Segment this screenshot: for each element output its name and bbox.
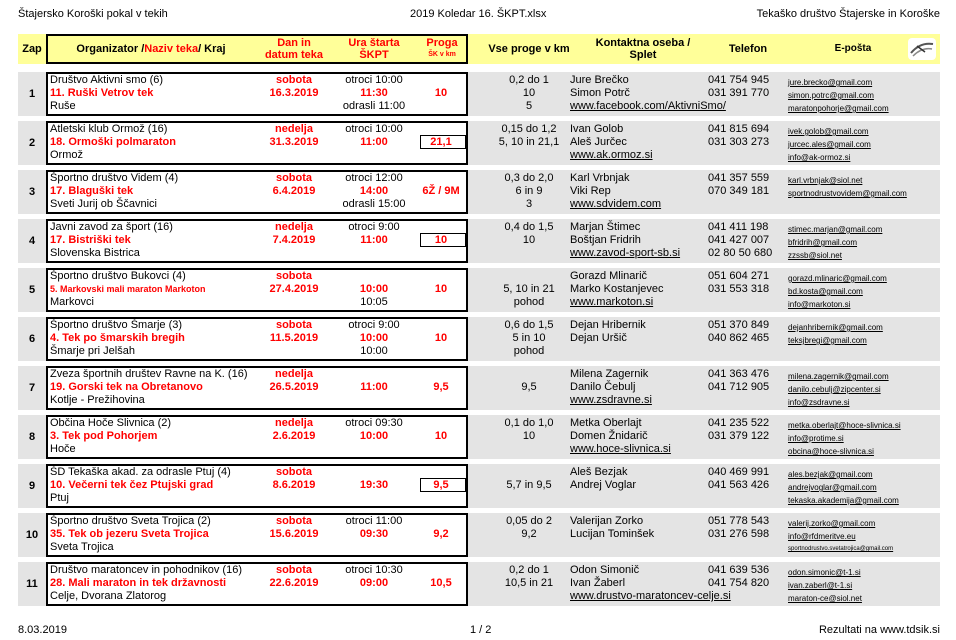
- email-link[interactable]: teksjbregi@gmail.com: [788, 336, 867, 345]
- distance: 9,5: [433, 479, 449, 491]
- organizer: Športno društvo Šmarje (3): [50, 319, 183, 331]
- organizer: Občina Hoče Slivnica (2): [50, 417, 172, 429]
- email-link[interactable]: karl.vrbnjak@siol.net: [788, 176, 863, 185]
- col-email: E-pošta: [834, 43, 872, 54]
- start-kids: otroci 9:00: [348, 221, 400, 233]
- contact-person: Aleš Jurčec: [570, 136, 627, 148]
- all-distances: 5: [525, 100, 533, 112]
- col-start-a: Ura štarta: [348, 37, 400, 49]
- start-kids: otroci 09:30: [345, 417, 403, 429]
- row-number: 1: [28, 88, 36, 100]
- event-date: 6.4.2019: [272, 185, 316, 197]
- logo-icon: [908, 38, 936, 60]
- email-link[interactable]: jurcec.ales@gmail.com: [788, 140, 871, 149]
- all-distances: pohod: [513, 345, 545, 357]
- contact-person: Gorazd Mlinarič: [570, 270, 648, 282]
- contact-person: Dejan Uršič: [570, 332, 627, 344]
- event-day: sobota: [275, 515, 313, 527]
- organizer: ŠD Tekaška akad. za odrasle Ptuj (4): [50, 466, 231, 478]
- website-link[interactable]: www.hoce-slivnica.si: [570, 443, 671, 455]
- email-link[interactable]: info@ak-ormoz.si: [788, 153, 851, 162]
- email-link[interactable]: gorazd.mlinaric@gmail.com: [788, 274, 887, 283]
- email-link[interactable]: bd.kosta@gmail.com: [788, 287, 863, 296]
- event-day: sobota: [275, 270, 313, 282]
- email-link[interactable]: dejanhribernik@gmail.com: [788, 323, 883, 332]
- distance: 9,5: [433, 381, 449, 393]
- event-name: 11. Ruški Vetrov tek: [50, 87, 154, 99]
- contact-person: Domen Žnidarič: [570, 430, 648, 442]
- event-date: 2.6.2019: [272, 430, 316, 442]
- contact-person: Andrej Voglar: [570, 479, 637, 491]
- phone-number: 041 427 007: [708, 234, 770, 246]
- phone-number: 041 411 198: [708, 221, 769, 233]
- email-link[interactable]: ivek.golob@gmail.com: [788, 127, 869, 136]
- start-kids: otroci 12:00: [345, 172, 403, 184]
- all-distances: 0,2 do 1: [509, 564, 549, 576]
- email-link[interactable]: ivan.zaberl@t-1.si: [788, 581, 853, 590]
- col-prog: [416, 34, 468, 64]
- event-name: 18. Ormoški polmaraton: [50, 136, 176, 148]
- start-main: 11:00: [360, 234, 388, 246]
- phone-number: 041 754 945: [708, 74, 770, 86]
- event-name: 10. Večerni tek čez Ptujski grad: [50, 479, 214, 491]
- event-name: 5. Markovski mali maraton Markoton: [50, 284, 206, 294]
- event-name: 17. Bistriški tek: [50, 234, 131, 246]
- phone-number: 051 370 849: [708, 319, 770, 331]
- table-row: [18, 72, 940, 116]
- all-distances: 5, 10 in 21: [503, 283, 555, 295]
- row-number: 4: [28, 235, 36, 247]
- start-main: 19:30: [359, 479, 389, 491]
- phone-number: 031 391 770: [708, 87, 770, 99]
- email-link[interactable]: danilo.cebulj@zipcenter.si: [788, 385, 881, 394]
- contact-person: Lucijan Tominšek: [570, 528, 655, 540]
- email-link[interactable]: ales.bezjak@gmail.com: [788, 470, 873, 479]
- contact-person: Milena Zagernik: [570, 368, 649, 380]
- location: Šmarje pri Jelšah: [50, 345, 135, 357]
- col-date: [254, 34, 334, 64]
- event-day: sobota: [275, 466, 313, 478]
- event-date: 15.6.2019: [269, 528, 319, 540]
- start-main: 10:00: [359, 430, 389, 442]
- table-row: [18, 562, 940, 606]
- phone-number: 031 553 318: [708, 283, 770, 295]
- col-prog-b: ŠK v km: [428, 51, 456, 58]
- event-date: 8.6.2019: [272, 479, 316, 491]
- email-link[interactable]: simon.potrc@gmail.com: [788, 91, 874, 100]
- event-day: nedelja: [275, 123, 313, 135]
- phone-number: 031 379 122: [708, 430, 770, 442]
- col-organizer-a: Organizator /: [76, 43, 145, 55]
- row-number: 3: [28, 186, 36, 198]
- contact-person: Marko Kostanjevec: [570, 283, 664, 295]
- event-day: sobota: [275, 319, 313, 331]
- location: Ruše: [50, 100, 76, 112]
- distance: 10,5: [430, 577, 452, 589]
- all-distances: 0,3 do 2,0: [504, 172, 554, 184]
- phone-number: 031 276 598: [708, 528, 770, 540]
- phone-number: 041 815 694: [708, 123, 770, 135]
- phone-number: 041 563 426: [708, 479, 770, 491]
- table-header: [18, 34, 940, 64]
- distance: 10: [434, 332, 448, 344]
- all-distances: 0,2 do 1: [509, 74, 549, 86]
- col-contact: [578, 34, 708, 64]
- location: Markovci: [50, 296, 95, 308]
- event-day: sobota: [275, 172, 313, 184]
- email-link[interactable]: sportnodrustvo.svetatrojica@gmail.com: [788, 546, 894, 552]
- distance: 9,2: [433, 528, 449, 540]
- event-day: nedelja: [275, 368, 313, 380]
- website-link[interactable]: www.zavod-sport-sb.si: [570, 247, 681, 259]
- col-start-b: ŠKPT: [359, 49, 389, 61]
- start-kids: otroci 10:00: [345, 74, 403, 86]
- website-link[interactable]: www.ak.ormoz.si: [570, 149, 653, 161]
- col-contact-a: Kontaktna oseba /: [595, 37, 691, 49]
- organizer: Športno društvo Bukovci (4): [50, 270, 186, 282]
- contact-person: Jure Brečko: [570, 74, 629, 86]
- start-main: 11:30: [360, 87, 388, 99]
- col-all: Vse proge v km: [488, 43, 570, 55]
- location: Ormož: [50, 149, 83, 161]
- email-link[interactable]: metka.oberlajt@hoce-slivnica.si: [788, 421, 901, 430]
- event-day: sobota: [275, 564, 313, 576]
- row-number: 10: [25, 529, 39, 541]
- contact-person: Metka Oberlajt: [570, 417, 642, 429]
- email-link[interactable]: maratonpohorje@gmail.com: [788, 104, 889, 113]
- start-other: odrasli 11:00: [342, 100, 406, 112]
- event-name: 28. Mali maraton in tek državnosti: [50, 577, 227, 589]
- all-distances: 0,6 do 1,5: [504, 319, 554, 331]
- email-link[interactable]: stimec.marjan@gmail.com: [788, 225, 883, 234]
- organizer: Društvo maratoncev in pohodnikov (16): [50, 564, 242, 576]
- email-link[interactable]: obcina@hoce-slivnica.si: [788, 447, 874, 456]
- email-link[interactable]: tekaska.akademija@gmail.com: [788, 496, 899, 505]
- all-distances: 10,5 in 21: [504, 577, 554, 589]
- table-row: [18, 464, 940, 508]
- table-row: [18, 513, 940, 557]
- phone-number: 070 349 181: [708, 185, 770, 197]
- header-right: Tekaško društvo Štajerske in Koroške: [756, 8, 940, 20]
- distance: 6Ž / 9M: [422, 185, 460, 197]
- event-day: nedelja: [275, 417, 313, 429]
- email-link[interactable]: info@protime.si: [788, 434, 844, 443]
- col-contact-b: Splet: [629, 49, 657, 61]
- distance: 21,1: [430, 136, 452, 148]
- all-distances: 0,4 do 1,5: [504, 221, 554, 233]
- table-row: [18, 317, 940, 361]
- distance: 10: [434, 283, 448, 295]
- all-distances: pohod: [513, 296, 545, 308]
- distance: 10: [434, 234, 448, 246]
- all-distances: 0,15 do 1,2: [501, 123, 557, 135]
- start-kids: otroci 10:00: [345, 123, 403, 135]
- event-date: 11.5.2019: [269, 332, 319, 344]
- event-date: 31.3.2019: [269, 136, 319, 148]
- event-date: 16.3.2019: [269, 87, 319, 99]
- start-kids: otroci 9:00: [348, 319, 400, 331]
- website-link[interactable]: www.facebook.com/AktivniSmo/: [570, 100, 726, 112]
- distance: 10: [434, 430, 448, 442]
- row-number: 9: [28, 480, 36, 492]
- all-distances: 10: [522, 234, 536, 246]
- all-distances: 0,05 do 2: [506, 515, 552, 527]
- phone-number: 051 778 543: [708, 515, 770, 527]
- table-row: [18, 268, 940, 312]
- email-link[interactable]: info@rfdmeritve.eu: [788, 532, 856, 541]
- email-link[interactable]: sportnodrustvovidem@gmail.com: [788, 189, 907, 198]
- event-date: 22.6.2019: [269, 577, 319, 589]
- all-distances: 5, 10 in 21,1: [498, 136, 560, 148]
- start-main: 09:30: [359, 528, 389, 540]
- row-number: 6: [28, 333, 36, 345]
- phone-number: 02 80 50 680: [708, 247, 773, 259]
- col-start: [334, 34, 414, 64]
- phone-number: 040 862 465: [708, 332, 770, 344]
- organizer: Športno društvo Sveta Trojica (2): [50, 515, 211, 527]
- email-link[interactable]: maraton-ce@siol.net: [788, 594, 862, 603]
- start-kids: otroci 10:30: [345, 564, 403, 576]
- organizer: Atletski klub Ormož (16): [50, 123, 168, 135]
- event-name: 19. Gorski tek na Obretanovo: [50, 381, 203, 393]
- start-kids: otroci 11:00: [345, 515, 403, 527]
- email-link[interactable]: odon.simonic@t-1.si: [788, 568, 861, 577]
- phone-number: 031 303 273: [708, 136, 770, 148]
- event-name: 4. Tek po šmarskih bregih: [50, 332, 185, 344]
- website-link[interactable]: www.markoton.si: [570, 296, 654, 308]
- location: Slovenska Bistrica: [50, 247, 140, 259]
- all-distances: 5,7 in 9,5: [506, 479, 552, 491]
- all-distances: 9,2: [521, 528, 537, 540]
- location: Celje, Dvorana Zlatorog: [50, 590, 167, 602]
- organizer: Društvo Aktivni smo (6): [50, 74, 164, 86]
- organizer: Športno društvo Videm (4): [50, 172, 179, 184]
- start-main: 09:00: [359, 577, 389, 589]
- organizer: Javni zavod za šport (16): [50, 221, 173, 233]
- footer-date: 8.03.2019: [18, 624, 67, 636]
- website-link[interactable]: www.sdvidem.com: [570, 198, 662, 210]
- row-number: 7: [28, 382, 36, 394]
- phone-number: 051 604 271: [708, 270, 770, 282]
- event-name: 3. Tek pod Pohorjem: [50, 430, 158, 442]
- email-link[interactable]: info@zsdravne.si: [788, 398, 850, 407]
- contact-person: Boštjan Fridrih: [570, 234, 641, 246]
- start-other: odrasli 15:00: [342, 198, 406, 210]
- email-link[interactable]: valerij.zorko@gmail.com: [788, 519, 876, 528]
- distance: 10: [434, 87, 448, 99]
- all-distances: 0,1 do 1,0: [504, 417, 554, 429]
- event-day: sobota: [275, 74, 313, 86]
- email-link[interactable]: zzssb@siol.net: [788, 251, 842, 260]
- email-link[interactable]: info@markoton.si: [788, 300, 851, 309]
- phone-number: 040 469 991: [708, 466, 770, 478]
- event-name: 17. Blaguški tek: [50, 185, 134, 197]
- contact-person: Dejan Hribernik: [570, 319, 646, 331]
- contact-person: Simon Potrč: [570, 87, 630, 99]
- contact-person: Viki Rep: [570, 185, 611, 197]
- table-row: [18, 121, 940, 165]
- event-date: 7.4.2019: [272, 234, 316, 246]
- col-organizer-b: Naziv teka: [144, 43, 199, 55]
- col-phone: Telefon: [728, 43, 768, 55]
- contact-person: Ivan Žaberl: [570, 577, 626, 589]
- event-date: 26.5.2019: [269, 381, 319, 393]
- table-row: [18, 366, 940, 410]
- phone-number: 041 363 476: [708, 368, 770, 380]
- footer-page: 1 / 2: [470, 624, 492, 636]
- start-other: 10:00: [360, 345, 388, 357]
- location: Sveta Trojica: [50, 541, 114, 553]
- email-link[interactable]: andrejvoglar@gmail.com: [788, 483, 877, 492]
- col-date-b: datum teka: [264, 49, 324, 61]
- event-name: 35. Tek ob jezeru Sveta Trojica: [50, 528, 209, 540]
- website-link[interactable]: www.drustvo-maratoncev-celje.si: [570, 590, 731, 602]
- location: Hoče: [50, 443, 76, 455]
- phone-number: 041 754 820: [708, 577, 770, 589]
- header-center: 2019 Koledar 16. ŠKPT.xlsx: [410, 8, 547, 20]
- row-number: 5: [28, 284, 36, 296]
- row-number: 8: [28, 431, 36, 443]
- start-other: 10:05: [360, 296, 388, 308]
- all-distances: 5 in 10: [512, 332, 546, 344]
- organizer: Zveza športnih društev Ravne na K. (16): [50, 368, 248, 380]
- email-link[interactable]: jure.brecko@gmail.com: [788, 78, 873, 87]
- contact-person: Aleš Bezjak: [570, 466, 628, 478]
- all-distances: 9,5: [521, 381, 537, 393]
- row-number: 2: [28, 137, 36, 149]
- event-date: 27.4.2019: [269, 283, 319, 295]
- phone-number: 041 639 536: [708, 564, 770, 576]
- location: Ptuj: [50, 492, 69, 504]
- contact-person: Marjan Štimec: [570, 221, 641, 233]
- col-prog-a: Proga: [426, 37, 458, 49]
- start-main: 10:00: [359, 283, 389, 295]
- header-left: Štajersko Koroški pokal v tekih: [18, 8, 168, 20]
- col-date-a: Dan in: [277, 37, 311, 49]
- all-distances: 10: [522, 87, 536, 99]
- table-row: [18, 219, 940, 263]
- contact-person: Valerijan Zorko: [570, 515, 644, 527]
- contact-person: Ivan Golob: [570, 123, 624, 135]
- start-main: 11:00: [360, 136, 388, 148]
- location: Kotlje - Prežihovina: [50, 394, 145, 406]
- contact-person: Odon Simonič: [570, 564, 640, 576]
- all-distances: 10: [522, 430, 536, 442]
- location: Sveti Jurij ob Ščavnici: [50, 198, 157, 210]
- start-main: 14:00: [359, 185, 389, 197]
- phone-number: 041 357 559: [708, 172, 770, 184]
- email-link[interactable]: milena.zagernik@gmail.com: [788, 372, 889, 381]
- phone-number: 041 712 905: [708, 381, 770, 393]
- email-link[interactable]: bfridrih@gmail.com: [788, 238, 858, 247]
- all-distances: 3: [525, 198, 533, 210]
- all-distances: 6 in 9: [515, 185, 543, 197]
- table-row: [18, 415, 940, 459]
- event-day: nedelja: [275, 221, 313, 233]
- phone-number: 041 235 522: [708, 417, 770, 429]
- start-main: 10:00: [359, 332, 389, 344]
- website-link[interactable]: www.zsdravne.si: [570, 394, 652, 406]
- row-number: 11: [26, 578, 38, 590]
- col-zap: Zap: [22, 43, 42, 55]
- col-organizer: [48, 34, 254, 64]
- footer-results: Rezultati na www.tdsik.si: [818, 624, 940, 636]
- contact-person: Karl Vrbnjak: [570, 172, 630, 184]
- table-row: [18, 170, 940, 214]
- col-organizer-c: / Kraj: [198, 43, 226, 55]
- contact-person: Danilo Čebulj: [570, 381, 636, 393]
- start-main: 11:00: [360, 381, 388, 393]
